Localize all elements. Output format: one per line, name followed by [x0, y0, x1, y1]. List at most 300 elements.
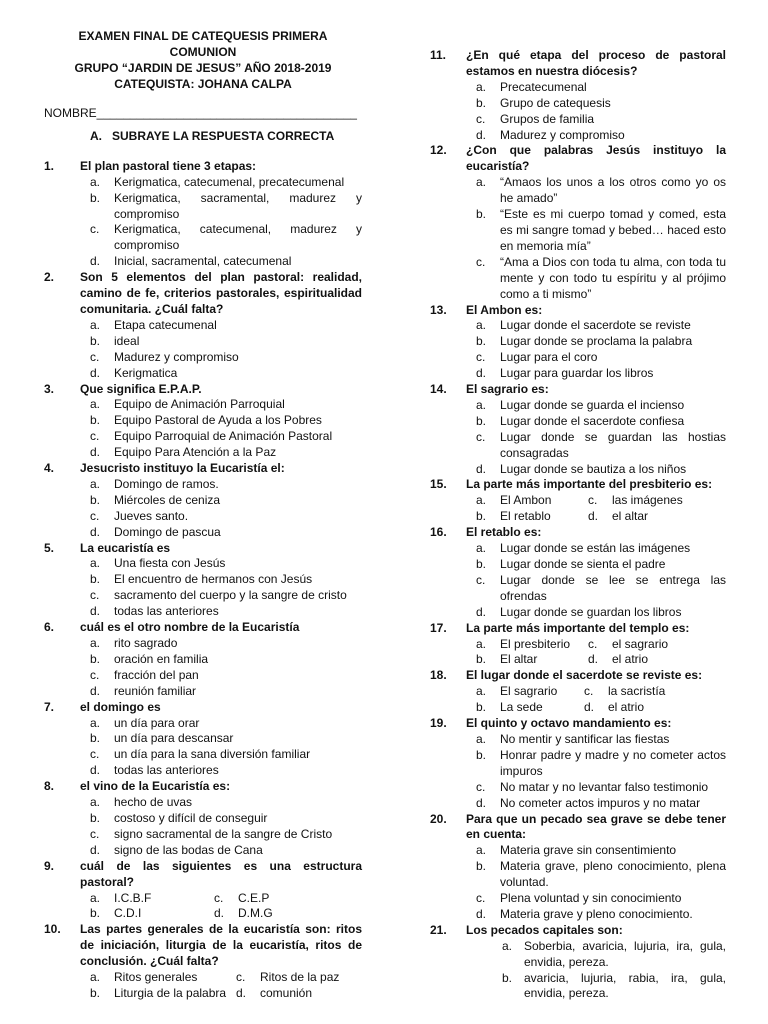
- question-number: 1.: [44, 158, 55, 173]
- option-letter: b.: [90, 651, 101, 666]
- option-text: No matar y no levantar falso testimonio: [500, 779, 709, 794]
- option-text: un día para la sana diversión familiar: [114, 747, 311, 762]
- answer-option[interactable]: [476, 509, 588, 525]
- option-text: Lugar donde el sacerdote se reviste: [500, 318, 691, 333]
- option-letter: a.: [90, 970, 101, 985]
- exam-header: [44, 28, 362, 92]
- answer-option[interactable]: [90, 970, 236, 986]
- option-text: C.E.P: [238, 890, 270, 905]
- option-letter: a.: [476, 843, 487, 858]
- option-letter: a.: [476, 636, 487, 651]
- option-text: Equipo de Animación Parroquial: [114, 397, 285, 412]
- answer-row: [476, 637, 726, 653]
- answer-option[interactable]: [476, 541, 726, 557]
- answer-option[interactable]: [476, 96, 726, 112]
- option-text: el atrio: [612, 652, 649, 667]
- answer-option[interactable]: [476, 859, 726, 891]
- question-text: [44, 922, 362, 970]
- option-letter: b.: [90, 572, 101, 587]
- answer-option[interactable]: [90, 986, 236, 1002]
- option-letter: b.: [90, 906, 101, 921]
- answer-option[interactable]: [90, 525, 362, 541]
- option-text: Ritos generales: [114, 970, 198, 985]
- answer-row: [90, 906, 362, 922]
- answer-option[interactable]: [90, 429, 362, 445]
- option-text: Domingo de ramos.: [114, 476, 219, 491]
- option-text: rito sagrado: [114, 636, 178, 650]
- answer-row: [476, 652, 726, 668]
- question-text: [44, 779, 362, 795]
- question-stem: cuál de las siguientes es una estructura pastoral?: [80, 858, 362, 889]
- option-text: Grupo de catequesis: [500, 95, 611, 110]
- question-text: [430, 382, 726, 398]
- answer-option[interactable]: [90, 731, 362, 747]
- answer-row: [476, 493, 726, 509]
- question-number: 7.: [44, 699, 55, 714]
- answer-option[interactable]: [476, 907, 726, 923]
- question-2: [44, 270, 362, 381]
- option-letter: d.: [476, 604, 487, 619]
- option-letter: a.: [90, 397, 101, 412]
- option-text: Equipo Para Atención a la Paz: [114, 445, 277, 460]
- answer-option[interactable]: [90, 572, 362, 588]
- answer-option[interactable]: [476, 462, 726, 478]
- answer-option[interactable]: [476, 175, 726, 207]
- answer-option[interactable]: [476, 732, 726, 748]
- question-stem: El quinto y octavo mandamiento es:: [466, 716, 672, 731]
- answer-option[interactable]: [90, 493, 362, 509]
- question-text: [430, 303, 726, 319]
- option-text: D.M.G: [238, 906, 273, 921]
- option-letter: d.: [476, 906, 487, 921]
- answer-option[interactable]: [476, 350, 726, 366]
- option-text: Lugar donde se sienta el padre: [500, 557, 666, 571]
- answer-option[interactable]: [476, 557, 726, 573]
- answer-option[interactable]: [584, 684, 704, 700]
- question-stem: La eucaristía es: [80, 540, 171, 555]
- question-3: [44, 382, 362, 462]
- option-letter: b.: [476, 509, 487, 524]
- option-letter: d.: [236, 985, 247, 1000]
- option-letter: c.: [584, 684, 594, 699]
- answer-option[interactable]: [476, 493, 588, 509]
- answer-option[interactable]: [588, 652, 708, 668]
- option-text: Soberbia, avaricia, lujuria, ira, gula, envidia, pereza.: [524, 938, 726, 969]
- option-text: Liturgia de la palabra: [114, 985, 227, 1000]
- option-text: Equipo Pastoral de Ayuda a los Pobres: [114, 413, 322, 428]
- answer-option[interactable]: [90, 891, 214, 907]
- option-letter: b.: [90, 190, 101, 205]
- question-10: [44, 922, 362, 1002]
- answer-option[interactable]: [476, 891, 726, 907]
- option-text: un día para descansar: [114, 731, 234, 746]
- option-text: el sagrario: [612, 636, 669, 651]
- answer-option[interactable]: [90, 397, 362, 413]
- option-text: Jueves santo.: [114, 508, 189, 523]
- option-letter: c.: [476, 429, 486, 444]
- option-letter: a.: [476, 493, 487, 508]
- option-letter: b.: [90, 731, 101, 746]
- answer-option[interactable]: [476, 398, 726, 414]
- answer-option[interactable]: [236, 986, 356, 1002]
- question-stem: cuál es el otro nombre de la Eucaristía: [80, 620, 300, 635]
- answer-option[interactable]: [236, 970, 356, 986]
- option-text: No cometer actos impuros y no matar: [500, 795, 701, 810]
- answer-option[interactable]: [502, 971, 726, 1003]
- option-letter: b.: [476, 413, 487, 428]
- option-letter: c.: [90, 747, 100, 762]
- question-number: 12.: [430, 143, 447, 158]
- option-text: Grupos de familia: [500, 111, 595, 126]
- question-8: [44, 779, 362, 859]
- option-text: Ritos de la paz: [260, 970, 340, 985]
- option-letter: a.: [476, 731, 487, 746]
- option-letter: d.: [214, 906, 225, 921]
- option-text: El encuentro de hermanos con Jesús: [114, 572, 313, 587]
- question-18: [430, 668, 726, 716]
- question-number: 17.: [430, 620, 447, 635]
- question-stem: Los pecados capitales son:: [466, 922, 623, 937]
- answer-option[interactable]: [90, 318, 362, 334]
- answer-option[interactable]: [90, 763, 362, 779]
- option-text: Equipo Parroquial de Animación Pastoral: [114, 429, 333, 444]
- question-9: [44, 859, 362, 923]
- option-letter: d.: [90, 683, 101, 698]
- option-letter: c.: [588, 636, 598, 651]
- option-letter: d.: [90, 763, 101, 778]
- answer-option[interactable]: [214, 891, 334, 907]
- option-text: Lugar donde se lee se entrega las ofrendas: [500, 572, 726, 603]
- answer-option[interactable]: [476, 780, 726, 796]
- option-letter: d.: [476, 461, 487, 476]
- answer-row: [476, 684, 726, 700]
- answer-option[interactable]: [90, 366, 362, 382]
- answer-option[interactable]: [476, 748, 726, 780]
- option-letter: a.: [476, 541, 487, 556]
- question-number: 14.: [430, 382, 447, 397]
- option-text: Madurez y compromiso: [500, 127, 625, 142]
- option-text: todas las anteriores: [114, 763, 219, 778]
- option-letter: d.: [90, 524, 101, 539]
- answer-option[interactable]: [90, 684, 362, 700]
- question-text: [430, 143, 726, 175]
- question-text: [430, 923, 726, 939]
- option-text: comunión: [260, 985, 313, 1000]
- question-stem: Las partes generales de la eucaristía son: ritos de iniciación, liturgia de la eucaristía, ritos de conclusión. ¿Cuál falta?: [80, 922, 362, 969]
- question-text: [44, 382, 362, 398]
- option-text: Materia grave y pleno conocimiento.: [500, 906, 693, 921]
- answer-option[interactable]: [90, 191, 362, 223]
- option-text: Honrar padre y madre y no cometer actos impuros: [500, 747, 726, 778]
- option-text: Materia grave sin consentimiento: [500, 843, 677, 858]
- option-letter: d.: [90, 604, 101, 619]
- option-letter: c.: [476, 254, 486, 269]
- option-letter: b.: [476, 747, 487, 762]
- option-text: hecho de uvas: [114, 795, 193, 810]
- answer-option[interactable]: [476, 318, 726, 334]
- section-letter: A.: [90, 128, 102, 143]
- option-text: todas las anteriores: [114, 604, 219, 619]
- option-text: el altar: [612, 509, 649, 524]
- option-text: “Amaos los unos a los otros como yo os he amado”: [500, 175, 726, 206]
- answer-option[interactable]: [90, 556, 362, 572]
- option-text: Lugar donde se guardan las hostias consagradas: [500, 429, 726, 460]
- question-stem: Para que un pecado sea grave se debe tener en cuenta:: [466, 811, 726, 842]
- answer-option[interactable]: [90, 477, 362, 493]
- option-text: C.D.I: [114, 906, 142, 921]
- question-text: [44, 700, 362, 716]
- option-text: Lugar donde se bautiza a los niños: [500, 461, 687, 476]
- answer-option[interactable]: [90, 668, 362, 684]
- section-heading: [90, 129, 362, 145]
- option-letter: c.: [90, 429, 100, 444]
- question-stem: El Ambon es:: [466, 302, 543, 317]
- option-letter: c.: [90, 826, 100, 841]
- option-letter: c.: [588, 493, 598, 508]
- option-letter: d.: [584, 700, 595, 715]
- option-text: un día para orar: [114, 715, 200, 730]
- answer-option[interactable]: [476, 80, 726, 96]
- option-text: Kerigmatica, sacramental, madurez y compromiso: [114, 190, 362, 221]
- option-letter: a.: [476, 175, 487, 190]
- option-letter: c.: [476, 779, 486, 794]
- answer-option[interactable]: [502, 939, 726, 971]
- answer-option[interactable]: [90, 254, 362, 270]
- question-stem: La parte más importante del presbiterio es:: [466, 477, 713, 492]
- option-letter: a.: [476, 318, 487, 333]
- option-letter: b.: [90, 810, 101, 825]
- answer-option[interactable]: [476, 430, 726, 462]
- question-stem: ¿Con que palabras Jesús instituyo la eucaristía?: [466, 143, 726, 174]
- question-number: 15.: [430, 477, 447, 492]
- option-text: Madurez y compromiso: [114, 349, 239, 364]
- answer-option[interactable]: [476, 796, 726, 812]
- question-number: 8.: [44, 779, 55, 794]
- option-letter: b.: [476, 652, 487, 667]
- answer-option[interactable]: [476, 637, 588, 653]
- option-text: Lugar para el coro: [500, 350, 598, 365]
- question-12: [430, 143, 726, 302]
- question-text: [430, 621, 726, 637]
- answer-option[interactable]: [90, 445, 362, 461]
- right-questions: [430, 48, 726, 1002]
- question-21: [430, 923, 726, 1003]
- answer-option[interactable]: [90, 747, 362, 763]
- answer-option[interactable]: [90, 652, 362, 668]
- question-stem: Son 5 elementos del plan pastoral: realidad, camino de fe, criterios pastorales, espiritualidad comunitaria. ¿Cuál falta?: [80, 270, 362, 316]
- question-14: [430, 382, 726, 477]
- option-letter: d.: [588, 652, 599, 667]
- answer-option[interactable]: [476, 128, 726, 144]
- answer-option[interactable]: [90, 636, 362, 652]
- answer-option[interactable]: [90, 334, 362, 350]
- option-letter: d.: [90, 842, 101, 857]
- option-letter: c.: [476, 891, 486, 906]
- option-text: El sagrario: [500, 684, 558, 699]
- header-group: GRUPO “JARDIN DE JESUS” AÑO 2018-2019: [74, 61, 332, 75]
- option-letter: c.: [90, 349, 100, 364]
- option-text: Domingo de pascua: [114, 524, 221, 539]
- question-number: 5.: [44, 540, 55, 555]
- option-letter: c.: [476, 111, 486, 126]
- question-stem: ¿En qué etapa del proceso de pastoral estamos en nuestra diócesis?: [466, 48, 726, 78]
- option-letter: a.: [90, 317, 101, 332]
- answer-option[interactable]: [90, 811, 362, 827]
- answer-row: [476, 700, 726, 716]
- option-text: Lugar donde el sacerdote confiesa: [500, 413, 685, 428]
- option-letter: b.: [476, 207, 487, 222]
- answer-option[interactable]: [90, 509, 362, 525]
- answer-option[interactable]: [476, 255, 726, 303]
- answer-option[interactable]: [90, 906, 214, 922]
- option-text: las imágenes: [612, 493, 683, 508]
- option-letter: a.: [90, 795, 101, 810]
- question-text: [44, 541, 362, 557]
- option-letter: c.: [90, 588, 100, 603]
- question-text: [430, 477, 726, 493]
- question-13: [430, 303, 726, 383]
- option-text: Lugar donde se proclama la palabra: [500, 334, 693, 349]
- question-stem: El retablo es:: [466, 525, 542, 540]
- option-letter: a.: [90, 556, 101, 571]
- option-letter: d.: [476, 795, 487, 810]
- answer-row: [90, 986, 362, 1002]
- question-text: [430, 812, 726, 844]
- option-text: Lugar donde se están las imágenes: [500, 541, 691, 556]
- question-text: [44, 461, 362, 477]
- answer-option[interactable]: [476, 112, 726, 128]
- option-letter: b.: [502, 970, 513, 985]
- answer-option[interactable]: [476, 605, 726, 621]
- question-1: [44, 159, 362, 270]
- option-text: Etapa catecumenal: [114, 317, 217, 332]
- question-number: 18.: [430, 668, 447, 683]
- option-text: la sacristía: [608, 684, 666, 699]
- left-questions: [44, 159, 362, 1002]
- answer-option[interactable]: [90, 413, 362, 429]
- question-number: 10.: [44, 922, 61, 937]
- right-column: [430, 48, 726, 1002]
- option-letter: b.: [476, 334, 487, 349]
- answer-row: [90, 970, 362, 986]
- answer-option[interactable]: [90, 604, 362, 620]
- question-text: [44, 859, 362, 891]
- answer-option[interactable]: [476, 334, 726, 350]
- question-stem: el vino de la Eucaristía es:: [80, 779, 231, 794]
- option-letter: d.: [90, 254, 101, 269]
- option-text: Plena voluntad y sin conocimiento: [500, 891, 682, 906]
- question-20: [430, 812, 726, 923]
- answer-option[interactable]: [476, 366, 726, 382]
- option-letter: d.: [588, 509, 599, 524]
- option-letter: b.: [90, 492, 101, 507]
- answer-option[interactable]: [588, 509, 708, 525]
- option-letter: c.: [90, 222, 100, 237]
- answer-option[interactable]: [584, 700, 704, 716]
- answer-option[interactable]: [90, 827, 362, 843]
- answer-option[interactable]: [476, 843, 726, 859]
- option-text: Kerigmatica, catecumenal, madurez y compromiso: [114, 222, 362, 253]
- answer-option[interactable]: [476, 700, 584, 716]
- answer-option[interactable]: [90, 588, 362, 604]
- option-text: Lugar para guardar los libros: [500, 366, 654, 381]
- question-text: [430, 716, 726, 732]
- answer-row: [476, 509, 726, 525]
- question-stem: La parte más importante del templo es:: [466, 620, 690, 635]
- option-letter: c.: [476, 572, 486, 587]
- option-letter: c.: [90, 667, 100, 682]
- option-letter: b.: [90, 333, 101, 348]
- option-text: Inicial, sacramental, catecumenal: [114, 254, 292, 269]
- answer-option[interactable]: [90, 795, 362, 811]
- question-number: 21.: [430, 922, 447, 937]
- question-number: 3.: [44, 381, 55, 396]
- answer-option[interactable]: [588, 493, 708, 509]
- question-number: 2.: [44, 270, 55, 285]
- answer-option[interactable]: [476, 414, 726, 430]
- option-letter: a.: [90, 476, 101, 491]
- option-text: Lugar donde se guarda el incienso: [500, 397, 685, 412]
- option-letter: b.: [90, 985, 101, 1000]
- option-text: Precatecumenal: [500, 79, 587, 94]
- question-stem: El plan pastoral tiene 3 etapas:: [80, 158, 257, 173]
- answer-option[interactable]: [476, 207, 726, 255]
- option-text: Miércoles de ceniza: [114, 492, 221, 507]
- option-letter: a.: [90, 890, 101, 905]
- answer-option[interactable]: [476, 573, 726, 605]
- name-field[interactable]: NOMBRE_______________________________________: [44, 106, 357, 120]
- question-number: 16.: [430, 525, 447, 540]
- option-text: El Ambon: [500, 493, 552, 508]
- question-text: [430, 525, 726, 541]
- option-text: signo de las bodas de Cana: [114, 842, 263, 857]
- option-text: No mentir y santificar las fiestas: [500, 731, 670, 746]
- question-stem: El sagrario es:: [466, 382, 549, 397]
- left-column: [44, 28, 362, 1002]
- option-text: El presbiterio: [500, 636, 571, 651]
- option-text: fracción del pan: [114, 667, 199, 682]
- answer-option[interactable]: [214, 906, 334, 922]
- answer-option[interactable]: [90, 843, 362, 859]
- option-letter: a.: [90, 174, 101, 189]
- option-text: Materia grave, pleno conocimiento, plena voluntad.: [500, 859, 726, 890]
- question-number: 9.: [44, 858, 55, 873]
- option-letter: c.: [476, 350, 486, 365]
- answer-option[interactable]: [588, 637, 708, 653]
- question-11: [430, 48, 726, 143]
- option-text: El altar: [500, 652, 538, 667]
- answer-option[interactable]: [90, 175, 362, 191]
- question-text: [430, 668, 726, 684]
- question-text: [44, 620, 362, 636]
- answer-option[interactable]: [90, 222, 362, 254]
- option-letter: a.: [90, 715, 101, 730]
- answer-option[interactable]: [90, 350, 362, 366]
- question-17: [430, 621, 726, 669]
- option-letter: d.: [476, 366, 487, 381]
- question-number: 19.: [430, 716, 447, 731]
- question-text: [44, 159, 362, 175]
- option-letter: c.: [236, 970, 246, 985]
- answer-option[interactable]: [476, 652, 588, 668]
- option-letter: b.: [90, 413, 101, 428]
- question-text: [44, 270, 362, 318]
- answer-option[interactable]: [476, 684, 584, 700]
- option-letter: b.: [476, 700, 487, 715]
- option-text: I.C.B.F: [114, 890, 152, 905]
- answer-option[interactable]: [90, 716, 362, 732]
- option-text: el atrio: [608, 700, 645, 715]
